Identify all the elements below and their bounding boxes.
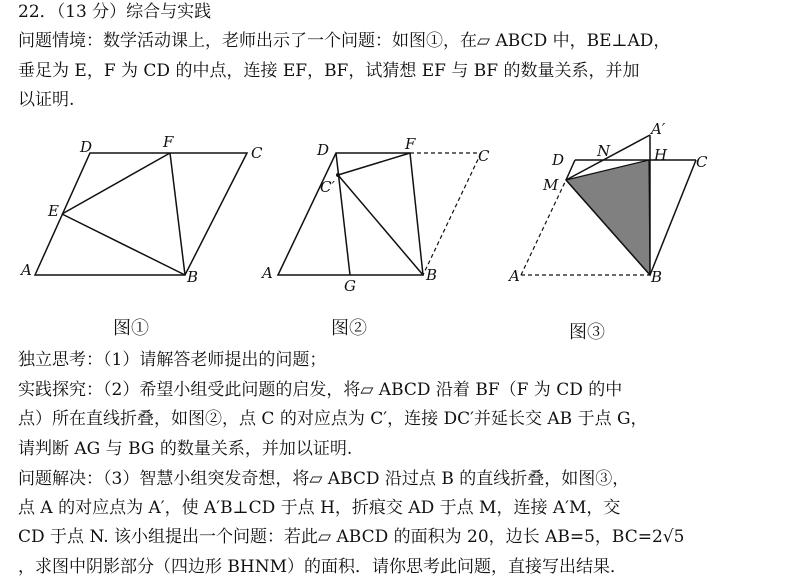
question-3-line-3: CD 于点 N. 该小组提出一个问题：若此▱ ABCD 的面积为 20，边长 AB=5，BC=2√5	[18, 527, 685, 547]
fig2-label-B: B	[426, 266, 438, 284]
fig1-label-D: D	[80, 138, 93, 156]
figure-1	[15, 130, 263, 290]
fig3-label-N: N	[597, 142, 611, 160]
fig3-label-H: H	[654, 146, 668, 164]
fig1-label-C: C	[251, 144, 263, 162]
fig2-label-C: C	[478, 147, 490, 165]
problem-number: 22．（13 分）综合与实践	[18, 2, 212, 22]
fig3-label-C: C	[696, 153, 708, 171]
fig1-label-E: E	[48, 202, 59, 220]
fig1-label-A: A	[21, 261, 32, 279]
fig3-label-A: A	[509, 267, 520, 285]
intro-line-2: 垂足为 E，F 为 CD 的中点，连接 EF，BF，试猜想 EF 与 BF 的数量关系，并加	[18, 61, 640, 81]
figure-2	[258, 135, 498, 295]
fig1-caption: 图①	[113, 318, 149, 339]
fig2-label-A: A	[262, 264, 273, 282]
fig3-label-Ap: A′	[651, 120, 666, 138]
figure-3	[505, 118, 730, 298]
question-2-line-1: 实践探究：（2）希望小组受此问题的启发，将▱ ABCD 沿着 BF（F 为 CD 的中	[18, 380, 623, 400]
question-2-line-3: 请判断 AG 与 BG 的数量关系，并加以证明.	[18, 439, 353, 459]
intro-line-1: 问题情境：数学活动课上，老师出示了一个问题：如图①，在▱ ABCD 中，BE⊥AD，	[18, 31, 671, 51]
fig2-label-Cp: C′	[320, 178, 335, 196]
fig2-label-F: F	[405, 135, 416, 153]
fig3-label-D: D	[552, 151, 565, 169]
question-3-line-2: 点 A 的对应点为 A′，使 A′B⊥CD 于点 H，折痕交 AD 于点 M，连接 A′M，交	[18, 498, 621, 518]
question-2-line-2: 点）所在直线折叠，如图②，点 C 的对应点为 C′，连接 DC′并延长交 AB 于点 G，	[18, 409, 648, 429]
fig2-caption: 图②	[331, 318, 367, 339]
question-3-line-4: ，求图中阴影部分（四边形 BHNM）的面积．请你思考此问题，直接写出结果．	[18, 557, 628, 577]
fig1-label-B: B	[187, 268, 199, 286]
fig3-label-B: B	[651, 268, 663, 286]
question-3-line-1: 问题解决：（3）智慧小组突发奇想，将▱ ABCD 沿过点 B 的直线折叠，如图③，	[18, 469, 630, 489]
fig1-label-F: F	[163, 133, 174, 151]
fig3-label-M: M	[543, 176, 559, 194]
fig2-label-G: G	[344, 277, 356, 295]
fig2-label-D: D	[317, 141, 330, 159]
intro-line-3: 以证明.	[18, 90, 75, 110]
fig3-caption: 图③	[569, 322, 605, 343]
question-1: 独立思考：（1）请解答老师提出的问题；	[18, 350, 327, 370]
